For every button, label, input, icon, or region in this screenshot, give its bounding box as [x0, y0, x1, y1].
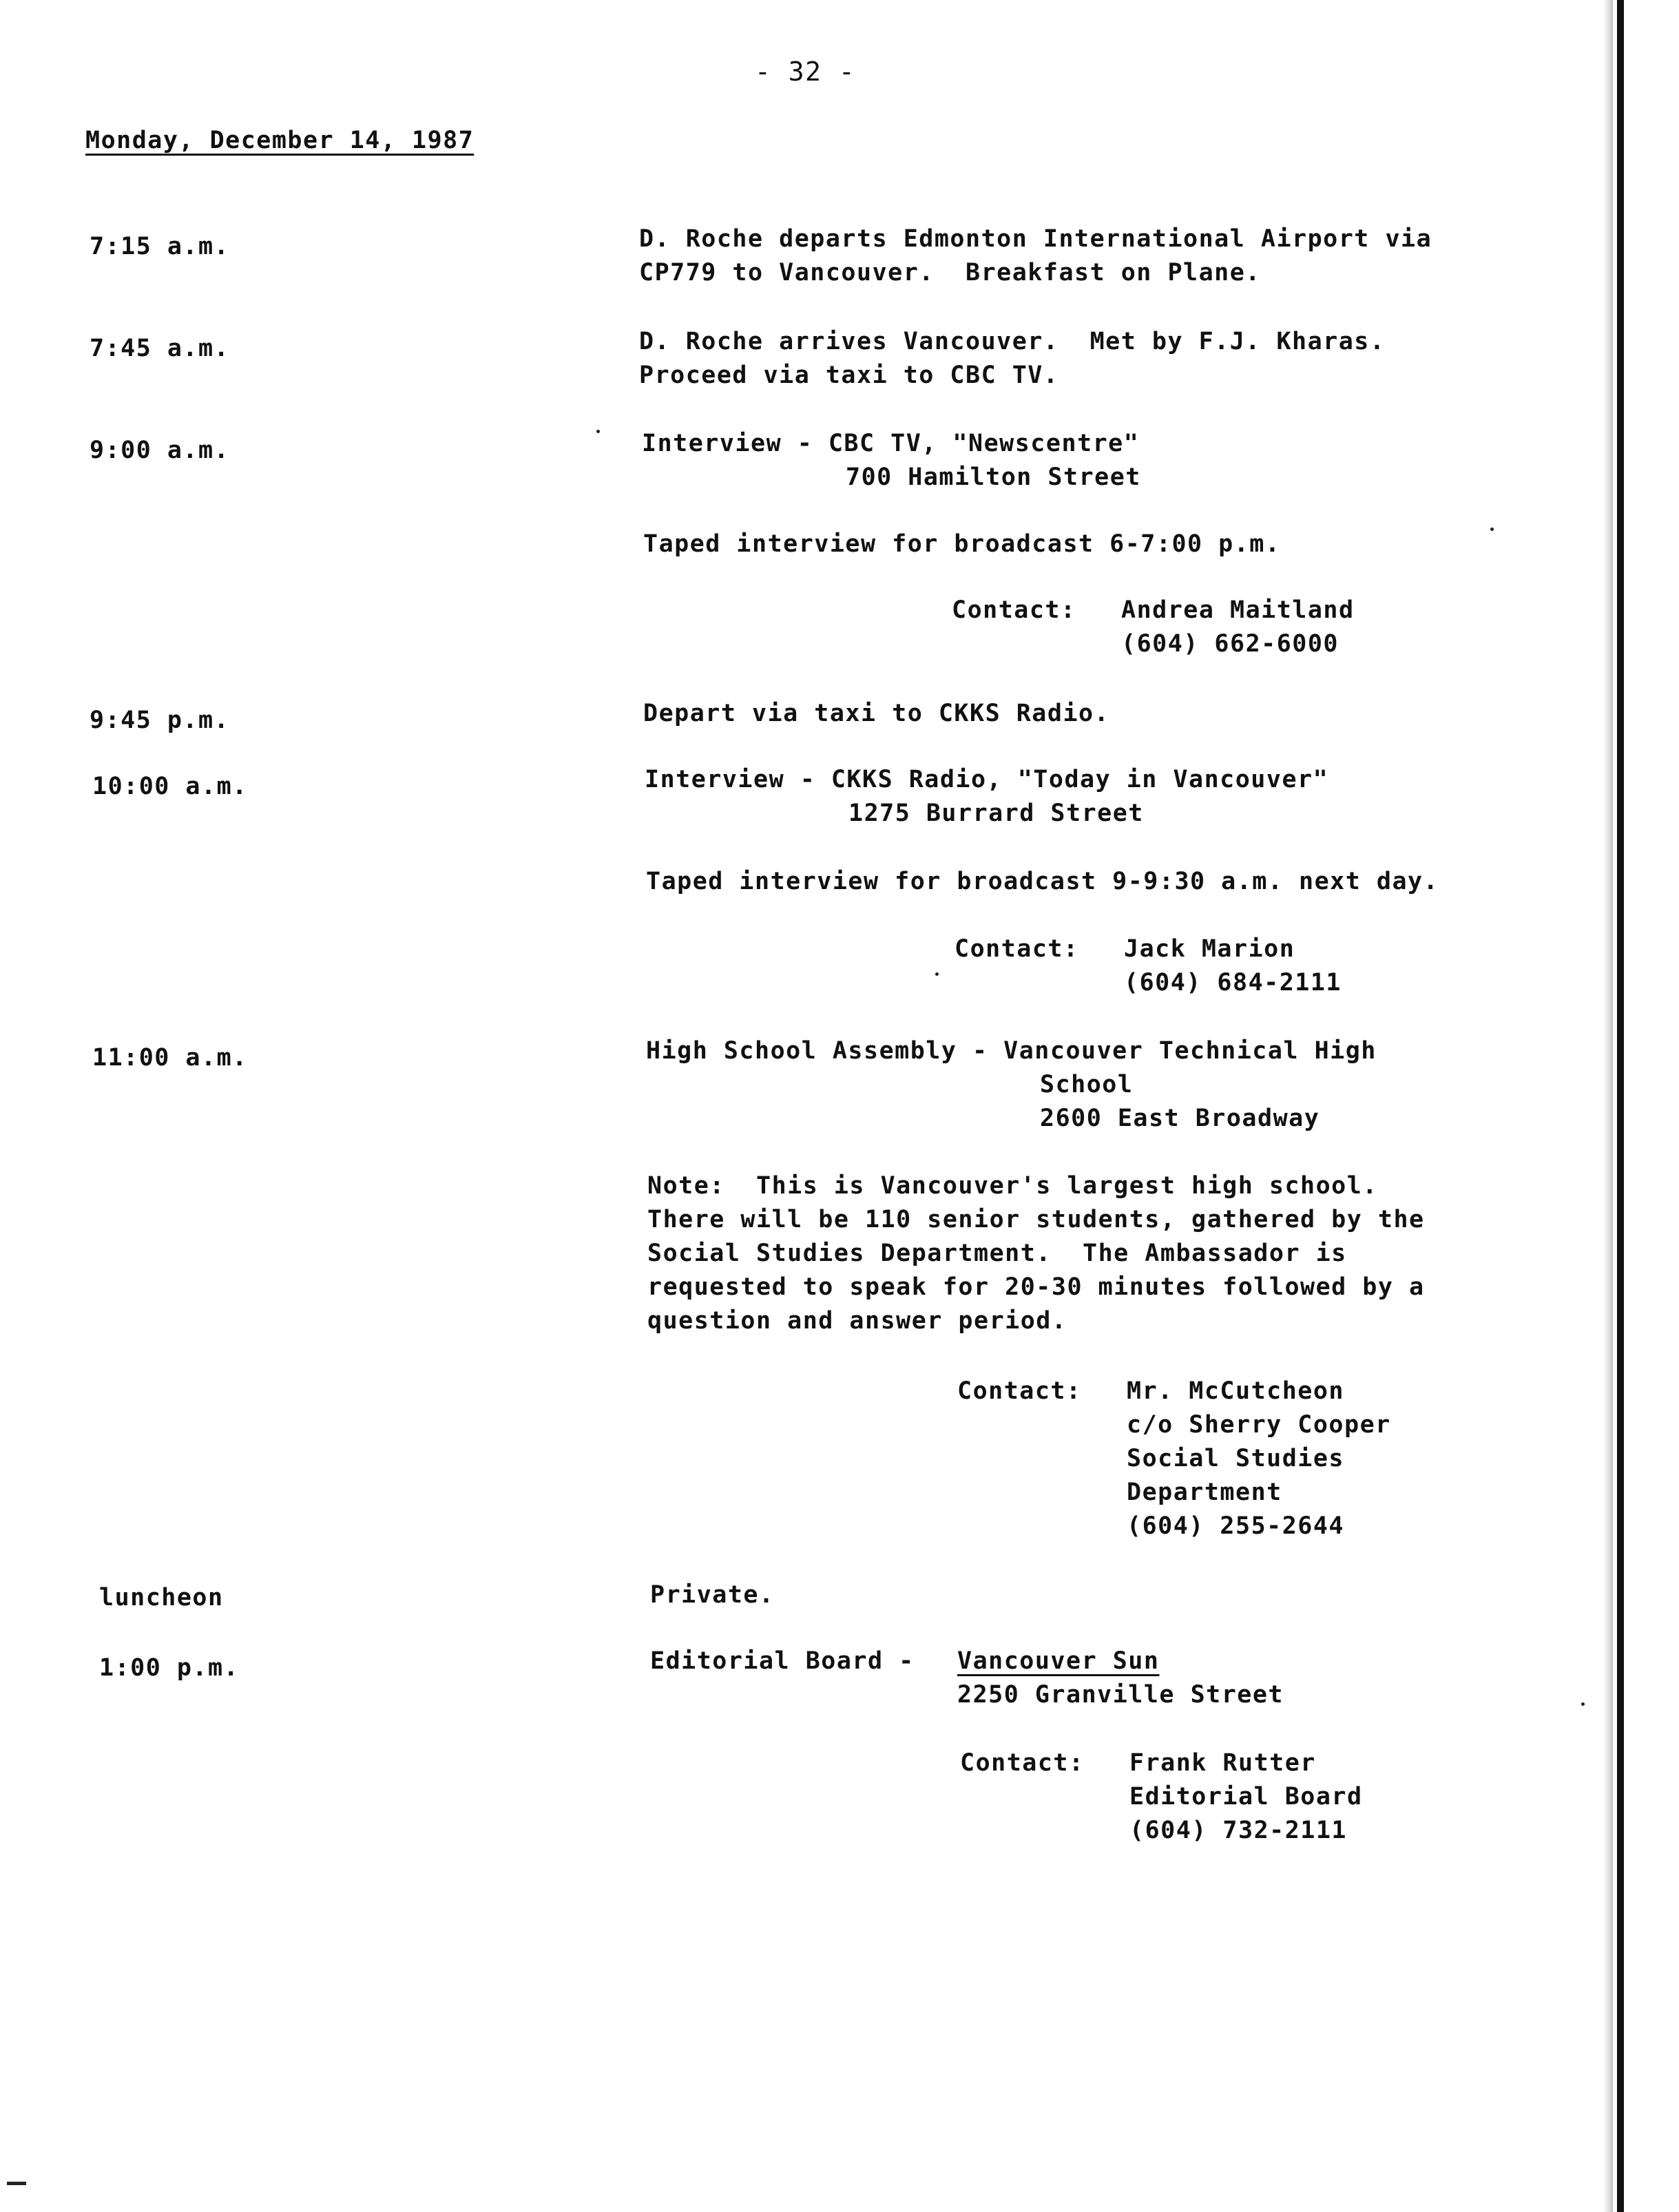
contact-line: Editorial Board	[1129, 1783, 1363, 1811]
contact-line: Social Studies	[1127, 1445, 1345, 1472]
contact-line: (604) 732-2111	[1129, 1817, 1348, 1844]
entry-line: D. Roche arrives Vancouver. Met by F.J. Kharas.	[639, 328, 1386, 355]
date-heading: Monday, December 14, 1987	[85, 127, 474, 154]
contact-line: Frank Rutter	[1129, 1749, 1316, 1777]
entry-line: 1275 Burrard Street	[848, 800, 1144, 827]
entry-note-line: Note: This is Vancouver's largest high school.	[647, 1172, 1378, 1200]
entry-line: High School Assembly - Vancouver Technical High	[646, 1037, 1377, 1065]
contact-line: (604) 684-2111	[1124, 969, 1342, 997]
publication-name: Vancouver Sun	[957, 1647, 1160, 1675]
entry-note-line: question and answer period.	[647, 1307, 1067, 1335]
entry-line: 2250 Granville Street	[957, 1681, 1284, 1709]
entry-note: Taped interview for broadcast 9-9:30 a.m. next day.	[646, 868, 1439, 895]
scan-speck	[1490, 528, 1494, 531]
contact-label: Contact:	[952, 596, 1076, 624]
contact-label: Contact:	[957, 1377, 1082, 1405]
margin-mark	[7, 2182, 26, 2185]
entry-time: 7:15 a.m.	[90, 233, 230, 260]
entry-line: Depart via taxi to CKKS Radio.	[643, 700, 1110, 727]
entry-time: 9:00 a.m.	[90, 437, 230, 464]
page-edge-border	[1617, 0, 1624, 2212]
contact-line: Department	[1127, 1479, 1282, 1506]
entry-note-line: requested to speak for 20-30 minutes followed by a	[647, 1273, 1425, 1301]
contact-line: (604) 662-6000	[1121, 630, 1339, 658]
contact-line: (604) 255-2644	[1127, 1512, 1345, 1540]
entry-line: CP779 to Vancouver. Breakfast on Plane.	[639, 259, 1261, 286]
entry-line: 2600 East Broadway	[1040, 1105, 1320, 1132]
scan-speck	[1581, 1702, 1585, 1706]
entry-note-line: There will be 110 senior students, gathered by the	[647, 1206, 1425, 1233]
contact-line: Jack Marion	[1124, 935, 1295, 963]
page-number: - 32 -	[755, 56, 856, 87]
entry-line: School	[1040, 1071, 1134, 1098]
contact-line: Mr. McCutcheon	[1127, 1377, 1345, 1405]
entry-time: 11:00 a.m.	[92, 1044, 248, 1072]
page-edge-shadow	[1603, 0, 1613, 2212]
entry-line: Proceed via taxi to CBC TV.	[639, 362, 1059, 389]
entry-time: 10:00 a.m.	[92, 773, 248, 800]
entry-line: Private.	[650, 1581, 775, 1609]
scan-speck	[596, 430, 600, 433]
contact-label: Contact:	[955, 935, 1079, 963]
entry-line: 700 Hamilton Street	[846, 463, 1141, 491]
scan-speck	[935, 972, 939, 976]
contact-line: Andrea Maitland	[1121, 596, 1355, 624]
entry-line: Editorial Board -	[650, 1647, 930, 1675]
contact-label: Contact:	[960, 1749, 1085, 1777]
entry-time: luncheon	[99, 1584, 224, 1611]
entry-note-line: Social Studies Department. The Ambassador is	[647, 1240, 1347, 1267]
entry-line: D. Roche departs Edmonton International Airport via	[639, 225, 1432, 253]
entry-line: Interview - CKKS Radio, "Today in Vancouver"	[645, 766, 1329, 793]
entry-time: 9:45 p.m.	[90, 707, 230, 734]
entry-note: Taped interview for broadcast 6-7:00 p.m.	[643, 530, 1281, 558]
entry-time: 1:00 p.m.	[99, 1654, 240, 1682]
entry-line: Interview - CBC TV, "Newscentre"	[642, 430, 1140, 457]
contact-line: c/o Sherry Cooper	[1127, 1411, 1391, 1439]
entry-time: 7:45 a.m.	[90, 335, 230, 362]
